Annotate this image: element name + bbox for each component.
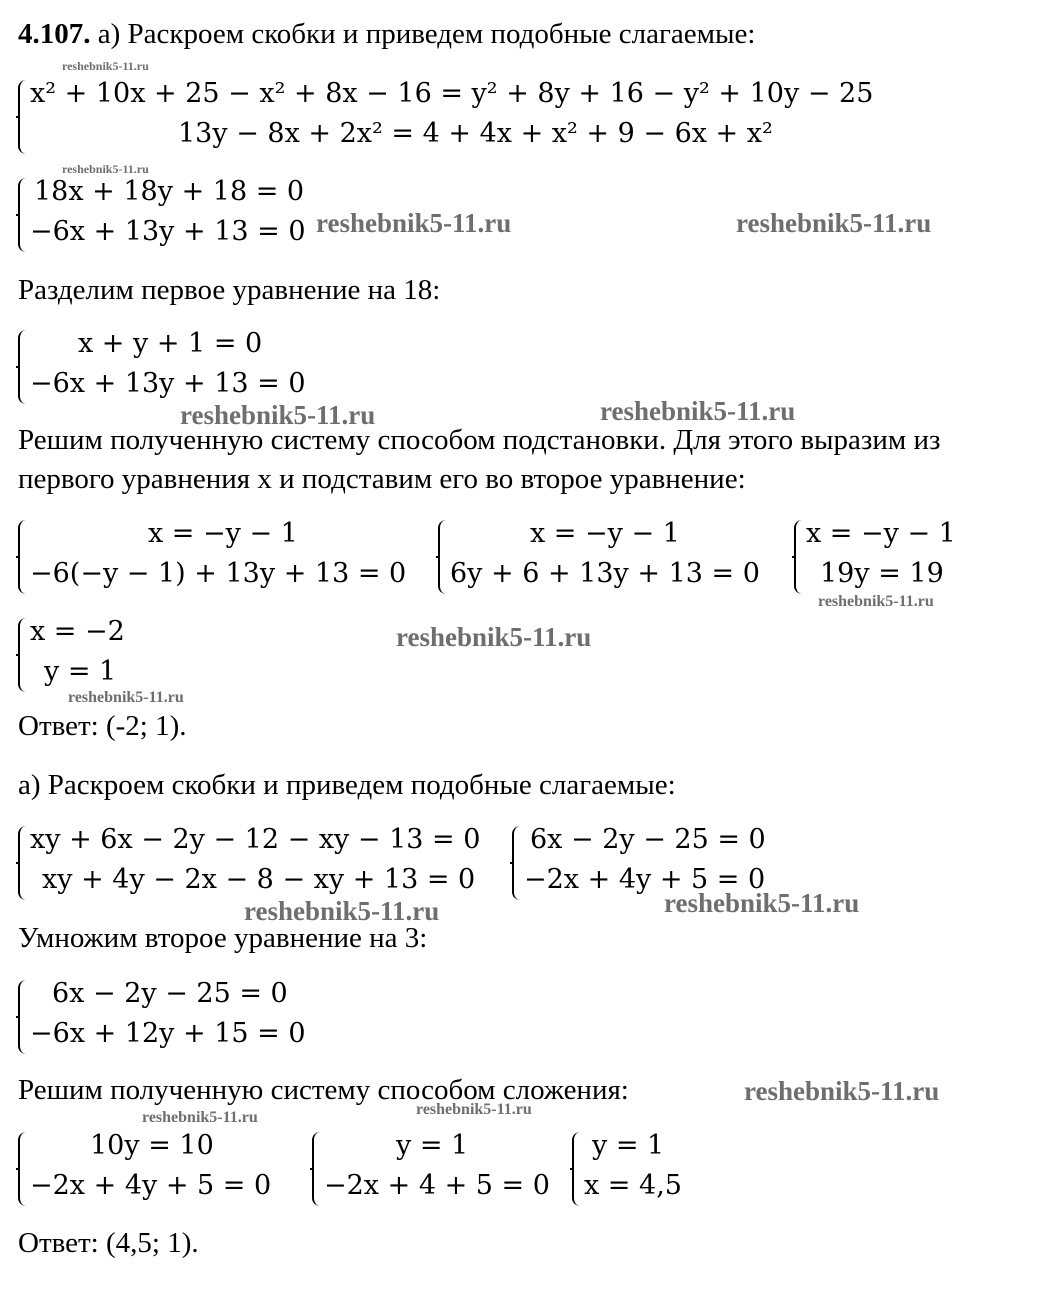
equation: −2x + 4 + 5 = 0 [324,1170,550,1201]
system-brace [18,826,26,900]
multiply-instruction: Умножим второе уравнение на 3: [18,922,428,954]
equation: x + y + 1 = 0 [78,328,263,359]
equation: 13y − 8x + 2x² = 4 + 4x + x² + 9 − 6x + x² [178,118,773,149]
system-brace [512,826,520,900]
system-brace [312,1132,320,1206]
equation: y = 1 [592,1130,665,1161]
equation: y = 1 [396,1130,469,1161]
substitution-instruction-line2: первого уравнения x и подставим его во второе уравнение: [18,463,746,495]
equation: 6y + 6 + 13y + 13 = 0 [450,558,760,589]
watermark: reshebnik5-11.ru [818,593,934,610]
equation: −2x + 4y + 5 = 0 [524,864,766,895]
system-brace [794,520,802,594]
equation: −2x + 4y + 5 = 0 [30,1170,272,1201]
equation: 6x − 2y − 25 = 0 [52,978,288,1009]
system-brace [18,1132,26,1206]
watermark: reshebnik5-11.ru [180,400,376,430]
system-brace [18,80,26,154]
equation: −6(−y − 1) + 13y + 13 = 0 [30,558,407,589]
watermark: reshebnik5-11.ru [396,622,592,652]
equation: x = −2 [30,616,125,647]
equation: −6x + 12y + 15 = 0 [30,1018,306,1049]
equation: 19y = 19 [820,558,944,589]
problem-header [18,20,755,49]
system-brace [18,980,26,1054]
system-brace [18,178,26,252]
watermark: reshebnik5-11.ru [744,1076,940,1106]
watermark: reshebnik5-11.ru [600,396,796,426]
watermark: reshebnik5-11.ru [62,59,149,73]
equation: x² + 10x + 25 − x² + 8x − 16 = y² + 8y + 16 − y² + 10y − 25 [30,78,874,109]
divide-instruction: Разделим первое уравнение на 18: [18,274,441,306]
answer-b: Ответ: (4,5; 1). [18,1227,199,1259]
equation: 10y = 10 [90,1130,214,1161]
equation: x = 4,5 [584,1170,682,1201]
watermark: reshebnik5-11.ru [316,208,512,238]
equation: xy + 6x − 2y − 12 − xy − 13 = 0 [30,824,481,855]
equation: x = −y − 1 [806,518,956,549]
equation: xy + 4y − 2x − 8 − xy + 13 = 0 [42,864,476,895]
equation: x = −y − 1 [530,518,680,549]
equation: −6x + 13y + 13 = 0 [30,216,306,247]
watermark: reshebnik5-11.ru [736,208,932,238]
equation: 6x − 2y − 25 = 0 [530,824,766,855]
watermark: reshebnik5-11.ru [142,1109,258,1126]
watermark: reshebnik5-11.ru [68,689,184,706]
addition-instruction: Решим полученную систему способом сложения: [18,1074,629,1106]
system-brace [18,618,26,692]
watermark: reshebnik5-11.ru [62,162,149,176]
watermark: reshebnik5-11.ru [416,1101,532,1118]
equation: x = −y − 1 [148,518,298,549]
equation: −6x + 13y + 13 = 0 [30,368,306,399]
substitution-instruction-line1: Решим полученную систему способом подстановки. Для этого выразим из [18,424,941,456]
problem-number: 4.107. [18,18,91,50]
watermark: reshebnik5-11.ru [664,888,860,918]
part-b-intro: а) Раскроем скобки и приведем подобные слагаемые: [18,769,676,801]
system-brace [18,330,26,404]
problem-intro: а) Раскроем скобки и приведем подобные слагаемые: [97,18,756,50]
system-brace [438,520,446,594]
equation: y = 1 [44,656,117,687]
watermark: reshebnik5-11.ru [244,896,440,926]
answer-a: Ответ: (-2; 1). [18,710,187,742]
equation: 18x + 18y + 18 = 0 [34,176,305,207]
system-brace [572,1132,580,1206]
system-brace [18,520,26,594]
